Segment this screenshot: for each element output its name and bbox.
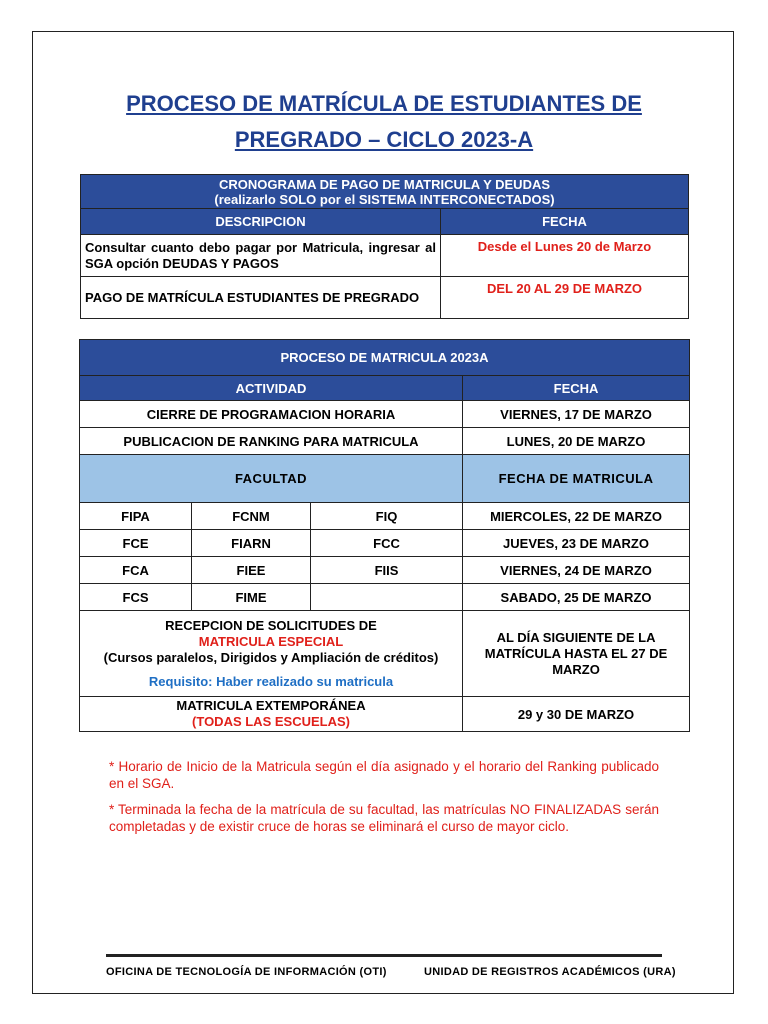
page-title bbox=[80, 86, 688, 158]
payment-row-1-description: Consultar cuanto debo pagar por Matricula, ingresar al SGA opción DEUDAS Y PAGOS bbox=[81, 235, 441, 277]
faculty-date: JUEVES, 23 DE MARZO bbox=[463, 530, 690, 557]
note-1: * Horario de Inicio de la Matricula según el día asignado y el horario del Ranking publicado en el SGA. bbox=[109, 759, 659, 791]
col-header-faculty: FACULTAD bbox=[80, 455, 463, 503]
special-date: AL DÍA SIGUIENTE DE LA MATRÍCULA HASTA EL 27 DE MARZO bbox=[463, 611, 690, 697]
payment-row-1-date: Desde el Lunes 20 de Marzo bbox=[441, 235, 689, 277]
col-header-activity-date: FECHA bbox=[463, 376, 690, 401]
title-line-2: PREGRADO – CICLO 2023-A bbox=[234, 127, 534, 152]
col-header-description: DESCRIPCION bbox=[81, 209, 441, 235]
activity-2: PUBLICACION DE RANKING PARA MATRICULA bbox=[80, 428, 463, 455]
enrollment-process-table bbox=[79, 339, 690, 732]
faculty-cell: FIPA bbox=[80, 503, 192, 530]
faculty-date: MIERCOLES, 22 DE MARZO bbox=[463, 503, 690, 530]
activity-2-date: LUNES, 20 DE MARZO bbox=[463, 428, 690, 455]
special-enrollment-cell bbox=[80, 611, 463, 697]
footer-divider bbox=[106, 954, 662, 957]
payment-row-2-description: PAGO DE MATRÍCULA ESTUDIANTES DE PREGRADO bbox=[81, 277, 441, 319]
payment-header-line-1: CRONOGRAMA DE PAGO DE MATRICULA Y DEUDAS bbox=[218, 176, 551, 192]
late-line-2: (TODAS LAS ESCUELAS) bbox=[192, 714, 350, 729]
payment-header-line-2: (realizarlo SOLO por el SISTEMA INTERCONECTADOS) bbox=[214, 191, 555, 207]
faculty-date: VIERNES, 24 DE MARZO bbox=[463, 557, 690, 584]
late-line-1: MATRICULA EXTEMPORÁNEA bbox=[176, 698, 366, 713]
faculty-cell: FIEE bbox=[192, 557, 311, 584]
faculty-cell: FCC bbox=[311, 530, 463, 557]
faculty-cell: FIME bbox=[192, 584, 311, 611]
title-line-1: PROCESO DE MATRÍCULA DE ESTUDIANTES DE bbox=[126, 91, 642, 116]
footer-left: OFICINA DE TECNOLOGÍA DE INFORMACIÓN (OTI) bbox=[106, 966, 387, 978]
faculty-cell: FCNM bbox=[192, 503, 311, 530]
payment-table-header bbox=[81, 175, 689, 209]
faculty-date: SABADO, 25 DE MARZO bbox=[463, 584, 690, 611]
payment-row-2-date: DEL 20 AL 29 DE MARZO bbox=[441, 277, 689, 319]
notes bbox=[109, 758, 659, 844]
footer-right: UNIDAD DE REGISTROS ACADÉMICOS (URA) bbox=[424, 966, 676, 978]
faculty-cell bbox=[311, 584, 463, 611]
process-table-header: PROCESO DE MATRICULA 2023A bbox=[80, 340, 690, 376]
faculty-cell: FCS bbox=[80, 584, 192, 611]
faculty-cell: FIQ bbox=[311, 503, 463, 530]
col-header-activity: ACTIVIDAD bbox=[80, 376, 463, 401]
activity-1-date: VIERNES, 17 DE MARZO bbox=[463, 401, 690, 428]
late-date: 29 y 30 DE MARZO bbox=[463, 697, 690, 732]
note-2: * Terminada la fecha de la matrícula de su facultad, las matrículas NO FINALIZADAS serán completadas y de existir cruce de horas se eliminará el curso de mayor ciclo. bbox=[109, 802, 659, 834]
activity-1: CIERRE DE PROGRAMACION HORARIA bbox=[80, 401, 463, 428]
col-header-date: FECHA bbox=[441, 209, 689, 235]
special-requirement: Requisito: Haber realizado su matricula bbox=[148, 673, 394, 689]
special-line-2: MATRICULA ESPECIAL bbox=[198, 633, 344, 649]
faculty-cell: FIARN bbox=[192, 530, 311, 557]
col-header-enroll-date: FECHA DE MATRICULA bbox=[463, 455, 690, 503]
faculty-cell: FCE bbox=[80, 530, 192, 557]
special-line-1: RECEPCION DE SOLICITUDES DE bbox=[165, 617, 377, 633]
special-line-3: (Cursos paralelos, Dirigidos y Ampliación de créditos) bbox=[103, 649, 439, 665]
late-enrollment-cell bbox=[80, 697, 463, 732]
faculty-cell: FIIS bbox=[311, 557, 463, 584]
faculty-cell: FCA bbox=[80, 557, 192, 584]
payment-schedule-table bbox=[80, 174, 689, 319]
